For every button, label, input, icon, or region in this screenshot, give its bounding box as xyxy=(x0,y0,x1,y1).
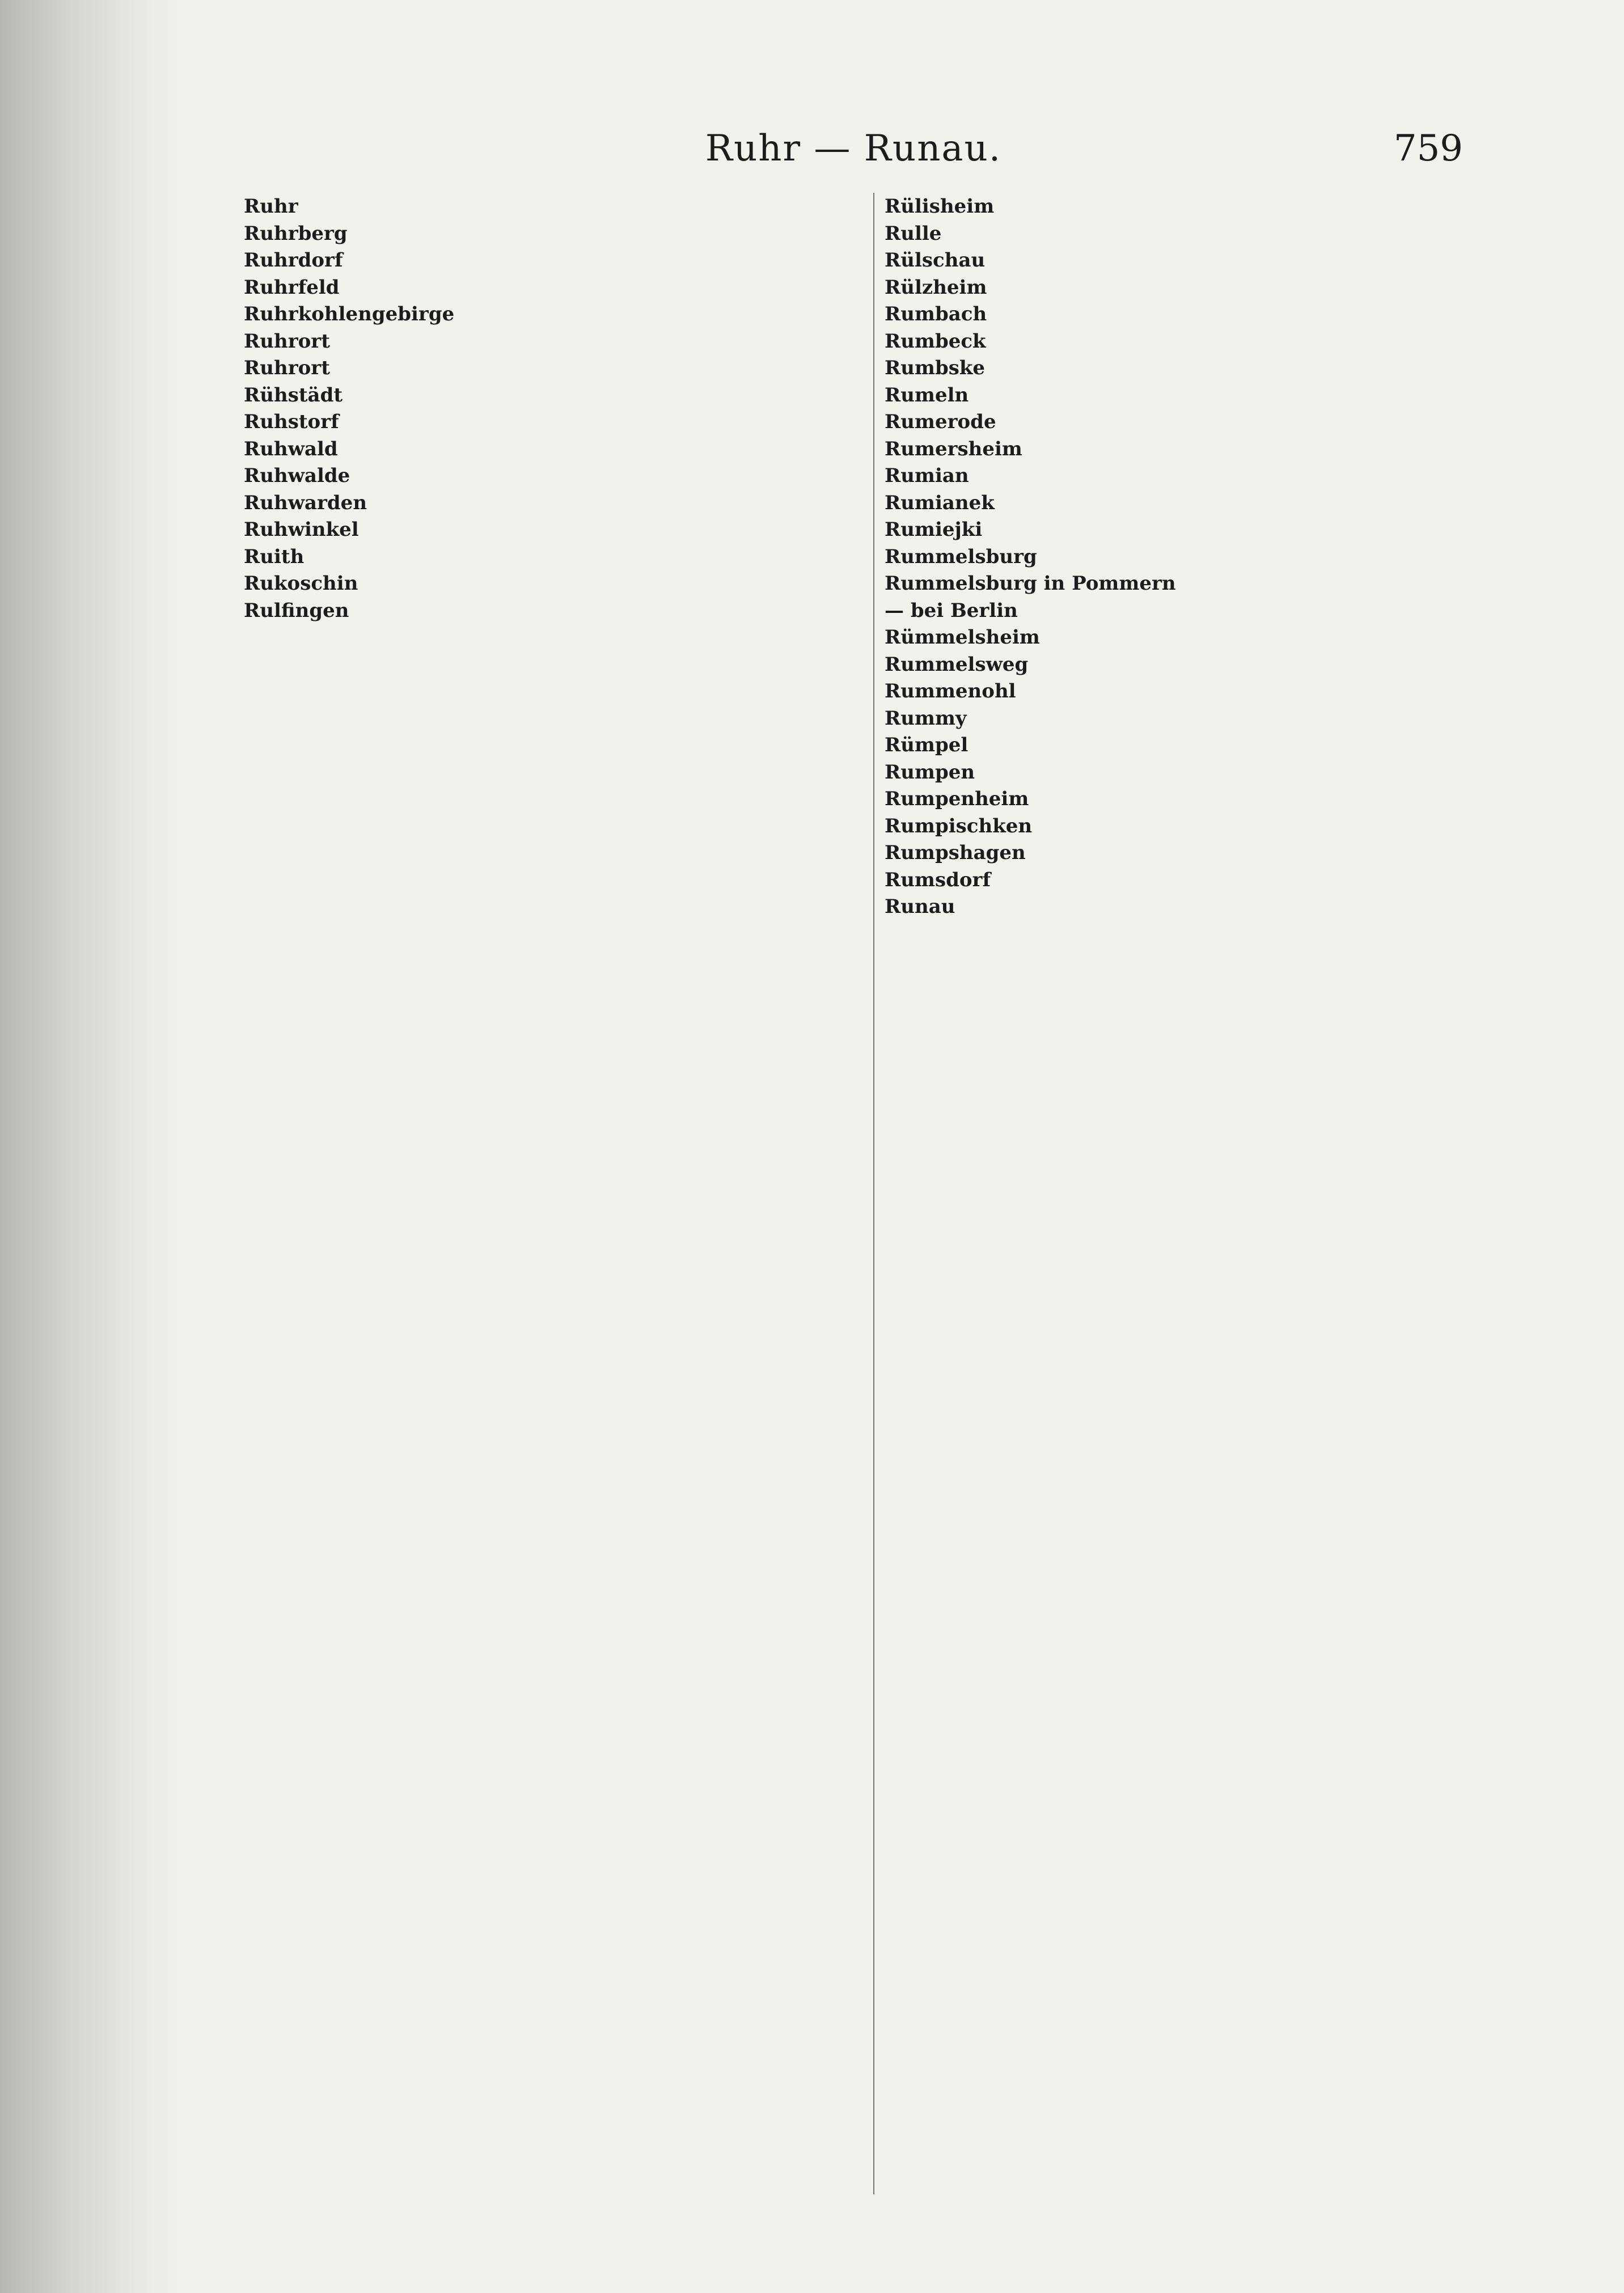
entry-headword: Ruhrfeld xyxy=(244,276,340,299)
entry-headword: Ruhstorf xyxy=(244,411,339,433)
running-head: Ruhr — Runau. xyxy=(705,128,1002,170)
entry-headword: Rumpenheim xyxy=(885,788,1029,810)
dictionary-entry xyxy=(244,248,862,274)
entry-headword: Rumersheim xyxy=(885,437,1022,460)
entry-headword: Rummelsburg xyxy=(885,545,1037,568)
entry-headword: Rumpischken xyxy=(885,814,1033,837)
entry-headword: Rumiejki xyxy=(885,518,983,541)
entry-headword: Rummelsburg in Pommern xyxy=(885,572,1176,595)
entry-headword: Rumbach xyxy=(885,303,987,325)
entry-headword: Rumbeck xyxy=(885,329,986,353)
entry-headword: Ruhrort xyxy=(244,357,330,379)
entry-headword: Rumerode xyxy=(885,411,996,433)
entry-headword: Rumpen xyxy=(885,760,975,784)
dictionary-entry xyxy=(244,194,862,220)
entry-headword: Runau xyxy=(885,895,955,918)
entry-headword: Ruith xyxy=(244,545,304,568)
entry-headword: Ruhwarden xyxy=(244,491,367,514)
entry-headword: Ruhwinkel xyxy=(244,518,359,541)
entry-headword: Ruhrort xyxy=(244,329,330,353)
dictionary-entry xyxy=(885,679,1503,705)
entry-headword: Ruhrkohlengebirge xyxy=(244,303,455,325)
dictionary-entry xyxy=(244,463,862,489)
entry-headword: Ruhwalde xyxy=(244,464,350,487)
entry-headword: Rumpshagen xyxy=(885,841,1026,864)
dictionary-entry xyxy=(244,409,862,435)
dictionary-entry xyxy=(885,840,1503,866)
dictionary-entry xyxy=(244,275,862,301)
entry-headword: Rummy xyxy=(885,706,967,730)
dictionary-entry xyxy=(244,302,862,328)
page-number: 759 xyxy=(1393,128,1463,170)
dictionary-entry xyxy=(885,517,1503,543)
dictionary-entry xyxy=(885,868,1503,894)
dictionary-entry xyxy=(244,517,862,543)
dictionary-entry xyxy=(244,544,862,570)
dictionary-entry xyxy=(885,221,1503,247)
entry-headword: Rümmelsheim xyxy=(885,626,1040,649)
dictionary-entry xyxy=(885,383,1503,409)
entry-headword: Ruhrberg xyxy=(244,222,348,245)
dictionary-entry xyxy=(885,275,1503,301)
binding-gutter-shadow xyxy=(0,0,187,2293)
dictionary-entry xyxy=(885,490,1503,517)
dictionary-entry xyxy=(244,383,862,409)
dictionary-entry xyxy=(885,571,1503,597)
column-divider xyxy=(873,193,874,2194)
entry-headword: Ruhwald xyxy=(244,437,338,460)
entry-headword: Rulfingen xyxy=(244,599,349,622)
dictionary-entry xyxy=(244,329,862,355)
entry-headword: Rulle xyxy=(885,222,942,245)
entry-headword: Rülisheim xyxy=(885,195,995,218)
entry-headword: Rülzheim xyxy=(885,276,987,299)
dictionary-entry xyxy=(885,814,1503,840)
dictionary-entry xyxy=(885,329,1503,355)
entry-headword: Rumbske xyxy=(885,357,986,379)
dictionary-entry xyxy=(885,409,1503,435)
entry-headword: Rülschau xyxy=(885,249,986,272)
entry-headword: Rumeln xyxy=(885,383,969,407)
entry-headword: Rukoschin xyxy=(244,572,358,595)
dictionary-entry xyxy=(885,733,1503,759)
dictionary-entry xyxy=(244,490,862,517)
entry-headword: Rumianek xyxy=(885,491,995,514)
dictionary-entry xyxy=(885,894,1503,920)
dictionary-entry xyxy=(885,194,1503,220)
dictionary-entry xyxy=(885,786,1503,813)
page-header xyxy=(244,128,1463,173)
dictionary-entry xyxy=(885,598,1503,624)
entry-headword: Rummelsweg xyxy=(885,653,1029,676)
dictionary-entry xyxy=(244,221,862,247)
dictionary-entry xyxy=(885,437,1503,463)
dictionary-entry xyxy=(885,652,1503,678)
entry-headword: — bei Berlin xyxy=(885,599,1018,622)
entry-headword: Rumian xyxy=(885,464,969,487)
entry-headword: Rümpel xyxy=(885,734,969,756)
dictionary-entry xyxy=(885,625,1503,651)
dictionary-entry xyxy=(885,706,1503,732)
dictionary-entry xyxy=(244,356,862,382)
dictionary-entry xyxy=(885,760,1503,786)
dictionary-entry xyxy=(244,571,862,597)
dictionary-entry xyxy=(244,598,862,624)
dictionary-entry xyxy=(885,302,1503,328)
dictionary-entry xyxy=(885,356,1503,382)
right-column xyxy=(885,193,1503,921)
entry-headword: Ruhrdorf xyxy=(244,249,343,272)
entry-headword: Rühstädt xyxy=(244,383,343,407)
entry-headword: Rumsdorf xyxy=(885,868,991,891)
dictionary-entry xyxy=(885,544,1503,570)
entry-headword: Rummenohl xyxy=(885,680,1016,703)
dictionary-entry xyxy=(244,437,862,463)
dictionary-entry xyxy=(885,463,1503,489)
entry-headword: Ruhr xyxy=(244,195,298,218)
left-column xyxy=(244,193,862,625)
dictionary-entry xyxy=(885,248,1503,274)
